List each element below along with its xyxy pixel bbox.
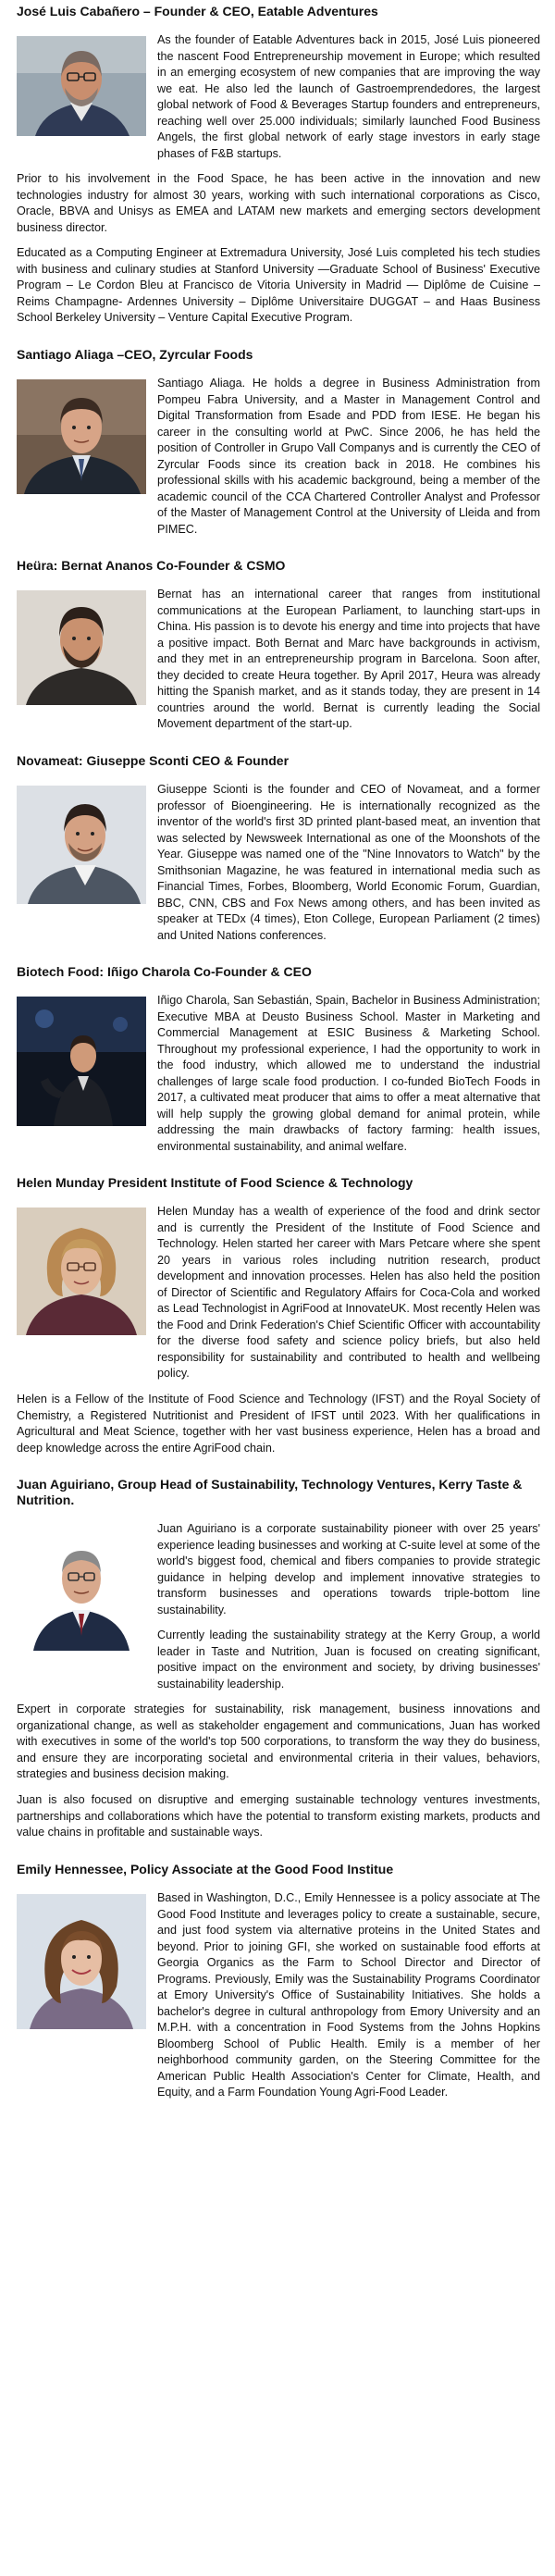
bio-paragraph: Giuseppe Scionti is the founder and CEO of Novameat, and a former professor of Bioengineering. He is internationally recognized as the inventor of the world's first 3D printed plant-based meat, an invention that was selected by Newsweek International as one of the Moonshots of the Year. Giuseppe was named one of the "Nine Innovators to Watch" by the Smithsonian Magazine, he was featured in international media such as Financial Times, Forbes, Bloomberg, World Economic Forum, Guardian, BBC, CNN, CBS and Fox News among others, and has been invited as speaker at TEDx (4 times), Eton College, European Parliament (2 times) and United Nations conferences. xyxy=(157,783,540,942)
bio-title: Biotech Food: Iñigo Charola Co-Founder & CEO xyxy=(17,964,312,979)
bio-title: José Luis Cabañero – Founder & CEO, Eatable Adventures xyxy=(17,4,378,19)
bio-title: Emily Hennessee, Policy Associate at the Good Food Institue xyxy=(17,1862,394,1876)
portrait-photo-emily xyxy=(17,1894,146,2029)
bio-paragraph: Currently leading the sustainability strategy at the Kerry Group, a world leader in Taste and Nutrition, Juan is focused on creating significant, positive impact on the environment and society, by driving businesses' sustainability leadership. xyxy=(157,1629,540,1690)
bio-title: Santiago Aliaga –CEO, Zyrcular Foods xyxy=(17,347,253,362)
bio-paragraph: Bernat has an international career that ranges from institutional communications at the European Parliament, to launching start-ups in China. His passion is to devote his energy and time into projects that have a positive impact. Both Bernat and Marc have backgrounds in activism, and they met in an entrepreneurship program in Barcelona. Soon after, they decided to create Heura together. By April 2017, Heura was already hitting the Spanish market, and as it stands today, they are present in 14 countries around the world. Bernat is currently leading the Social Movement department of the start-up. xyxy=(157,588,540,730)
portrait-photo-santiago xyxy=(17,379,146,494)
bio-paragraph: Juan is also focused on disruptive and emerging sustainable technology ventures investments, partnerships and collaborations which have the potential to transform existing markets, products and value chains in profitable and sustainable ways. xyxy=(17,1793,540,1839)
bio-jose-luis-cabanero xyxy=(17,4,540,336)
bio-paragraph: Expert in corporate strategies for sustainability, risk management, business innovations and organizational change, as well as stakeholder engagement and communications, Juan has worked with executives in some of the world's top 500 corporations, to transform the way they do business, and ensure they are incorporating societal and environmental criteria in their values, behaviors, strategies and business decision making. xyxy=(17,1703,540,1780)
bio-paragraph: As the founder of Eatable Adventures back in 2015, José Luis pioneered the nascent Food Entrepreneurship movement in Europe; which resulted in an emerging ecosystem of new companies that are improving the way we eat. He also led the launch of Gastroemprendedores, the largest global network of Food & Beverages Startup founders and entrepreneurs, reaching well over 25.000 individuals; similarly launched Food Business Angels, the first global network of early stage investors in early stage phases of F&B startups. xyxy=(157,33,540,160)
bio-paragraph: Educated as a Computing Engineer at Extremadura University, José Luis completed his tech studies with business and culinary studies at Stanford University —Graduate School of Business' Executive Program – Le Cordon Bleu at Francisco de Vitoria University in Madrid — Diplôme de Cuisine – Reims Champagne- Ardennes University – Diplôme Universitaire DUGGAT – and Haas Business School Berkeley University – Venture Capital Executive Program. xyxy=(17,246,540,324)
portrait-photo-giuseppe xyxy=(17,786,146,904)
bio-giuseppe-scionti xyxy=(17,753,540,953)
bio-inigo-charola xyxy=(17,964,540,1164)
bio-helen-munday xyxy=(17,1175,540,1466)
portrait-photo-inigo xyxy=(17,997,146,1126)
bio-title: Novameat: Giuseppe Sconti CEO & Founder xyxy=(17,753,290,768)
bio-juan-aguiriano xyxy=(17,1477,540,1851)
bio-paragraph: Juan Aguiriano is a corporate sustainability pioneer with over 25 years' experience leading businesses and working at C-suite level at some of the world's biggest food, chemical and fibers companies to provide strategic guidance in helping develop and implement innovative strategies to transform businesses and operations towards triple-bottom line sustainability. xyxy=(157,1522,540,1616)
bio-emily-hennessee xyxy=(17,1862,540,2111)
bio-paragraph: Helen Munday has a wealth of experience of the food and drink sector and is currently the President of the Institute of Food Science and Technology. Helen started her career with Mars Petcare where she spent 20 years in various roles including nutrition research, product development and innovation processes. Helen has also held the position of Director of Scientific and Regulatory Affairs for Coca-Cola and worked as Lead Technologist in AgriFood at InnovateUK. Most recently Helen was the Food and Drink Federation's Chief Scientific Officer with accountability for the diverse food safety and science policy briefs, but also held responsibility for sustainability and contributed to health and wellbeing policy. xyxy=(157,1205,540,1380)
bio-paragraph: Prior to his involvement in the Food Space, he has been active in the innovation and new technologies industry for almost 30 years, working with such international corporations as Cisco, Oracle, BBVA and Unisys as EMEA and LATAM new markets and emerging sectors development business director. xyxy=(17,172,540,234)
bio-title: Juan Aguiriano, Group Head of Sustainability, Technology Ventures, Kerry Taste & Nutrition. xyxy=(17,1477,523,1507)
bio-paragraph: Iñigo Charola, San Sebastián, Spain, Bachelor in Business Administration; Executive MBA at Deusto Business School. Master in Marketing and Commercial Management at ESIC Business & Marketing School. Throughout my professional experience, I had the opportunity to work in the food industry, which allowed me to understand the industrial challenges of large scale food production. I co-funded BioTech Foods in 2017, a cultivated meat producer that aims to offer a meat alternative that will help supply the growing global demand for animal protein, while addressing the main drawbacks of factory farming: health issues, environmental sustainability, and animal welfare. xyxy=(157,994,540,1153)
portrait-photo-helen xyxy=(17,1208,146,1335)
bio-title: Helen Munday President Institute of Food Science & Technology xyxy=(17,1175,413,1190)
bio-santiago-aliaga xyxy=(17,347,540,547)
portrait-photo-juan xyxy=(17,1525,146,1651)
portrait-photo-jose-luis xyxy=(17,36,146,136)
bio-paragraph: Based in Washington, D.C., Emily Hennessee is a policy associate at The Good Food Institute and leverages policy to create a sustainable, secure, and just food system via alternative proteins in the United States and beyond. Prior to joining GFI, she worked on sustainable food efforts at Georgia Organics as the Farm to School Director and Director of Programs. Previously, Emily was the Sustainability Programs Coordinator at Emory University's Office of Sustainability Initiatives. She holds a bachelor's degree in cultural anthropology from Emory University and an M.P.H. with a concentration in Food Systems from the Johns Hopkins Bloomberg School of Public Health. Emily is a member of her neighborhood community garden, on the Steering Committee for the American Public Health Association's Center for Climate, Health, and Equity, and a Farm Foundation Young Agri-Food Leader. xyxy=(157,1891,540,2099)
bio-bernat-ananos xyxy=(17,558,540,742)
bio-paragraph: Helen is a Fellow of the Institute of Food Science and Technology (IFST) and the Royal Society of Chemistry, a Registered Nutritionist and President of IFST until 2023. With her qualifications in Agricultural and Meat Science, together with her vast business experience, Helen has a broad and deep knowledge across the entire AgriFood chain. xyxy=(17,1393,540,1455)
bio-paragraph: Santiago Aliaga. He holds a degree in Business Administration from Pompeu Fabra University, and a Master in Management Control and Digital Transformation from Esade and PDD from IESE. He began his career in the consulting world at PwC. Since 2006, he has held the position of Controller in Grupo Vall Companys and is currently the CEO of Zyrcular Foods since its creation back in 2018. He combines his professional skills with his academic background, being a member of the academic council of the CCA Chartered Controller Analyst and Professor of the Master of Management Control at the University of Lleida and from PIMEC. xyxy=(157,377,540,536)
portrait-photo-bernat xyxy=(17,590,146,705)
bio-title: Heüra: Bernat Ananos Co-Founder & CSMO xyxy=(17,558,286,573)
